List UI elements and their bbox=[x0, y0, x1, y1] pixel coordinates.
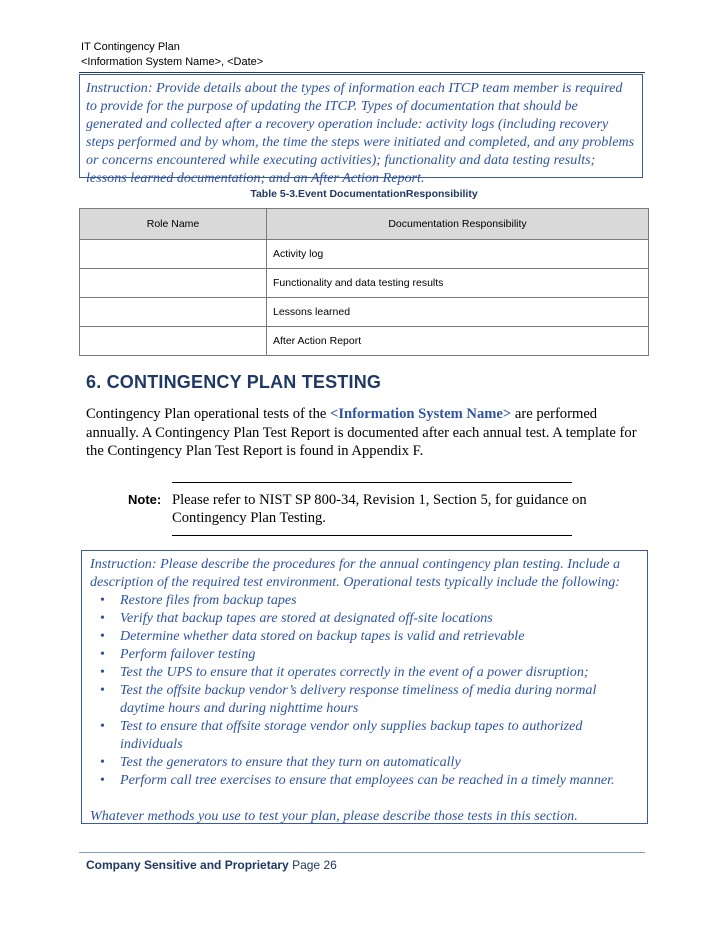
test-bullet-list bbox=[90, 591, 639, 789]
document-title: IT Contingency Plan bbox=[81, 41, 180, 53]
note-label: Note: bbox=[128, 492, 162, 507]
table-row bbox=[80, 269, 649, 298]
role-cell[interactable] bbox=[80, 269, 267, 298]
list-item: • Perform failover testing bbox=[120, 645, 639, 663]
paragraph-text-end: are performed annually. A Contingency Plan Test Report is documented after each annual test. A template for the Contingency Plan Test Report is found in Appendix F. bbox=[86, 406, 637, 459]
instruction-text: Instruction: Provide details about the types of information each ITCP team member is required to provide for the purpose of updating the ITCP. Types of documentation that should be generated and collected after a recovery operation include: activity logs (including recovery steps performed and by whom, the time the steps were initiated and completed, and any problems or concerns encountered while executing activities); functionality and data testing results; lessons learned documentation; and an After Action Report. bbox=[86, 80, 635, 186]
list-item: • Verify that backup tapes are stored at designated off-site locations bbox=[120, 609, 639, 627]
list-item: • Restore files from backup tapes bbox=[120, 591, 639, 609]
table-header-row bbox=[80, 209, 649, 240]
instruction-box-documentation bbox=[79, 74, 643, 186]
table-row bbox=[80, 327, 649, 356]
instruction-intro: Instruction: Please describe the procedures for the annual contingency plan testing. Include a description of the required test environment. Operational tests typically include the following: bbox=[90, 556, 621, 590]
page-header bbox=[81, 40, 263, 70]
documentation-responsibility-table bbox=[79, 208, 649, 356]
footer-divider bbox=[79, 852, 645, 853]
header-role-name: Role Name bbox=[80, 209, 267, 240]
page-footer bbox=[86, 858, 337, 872]
role-cell[interactable] bbox=[80, 240, 267, 269]
list-item: • Test the UPS to ensure that it operates correctly in the event of a power disruption; bbox=[120, 663, 639, 681]
system-name-date: <Information System Name>, <Date> bbox=[81, 56, 264, 68]
responsibility-cell: Lessons learned bbox=[267, 298, 649, 327]
table-caption: Table 5-3.Event DocumentationResponsibility bbox=[250, 188, 478, 200]
list-item: • Test the generators to ensure that they turn on automatically bbox=[120, 753, 639, 771]
list-item: • Determine whether data stored on backup tapes is valid and retrievable bbox=[120, 627, 639, 645]
note-text: Please refer to NIST SP 800-34, Revision 1, Section 5, for guidance on Contingency Plan Testing. bbox=[172, 492, 587, 526]
role-cell[interactable] bbox=[80, 327, 267, 356]
note-bottom-rule bbox=[172, 535, 572, 536]
paragraph-text-start: Contingency Plan operational tests of the bbox=[86, 406, 330, 422]
responsibility-cell: Activity log bbox=[267, 240, 649, 269]
table-row bbox=[80, 298, 649, 327]
note-top-rule bbox=[172, 482, 572, 483]
list-item: • Test to ensure that offsite storage vendor only supplies backup tapes to authorized individuals bbox=[120, 717, 639, 753]
section-heading: 6. CONTINGENCY PLAN TESTING bbox=[86, 372, 382, 392]
header-divider bbox=[79, 72, 645, 73]
header-documentation-responsibility: Documentation Responsibility bbox=[267, 209, 649, 240]
responsibility-cell: After Action Report bbox=[267, 327, 649, 356]
system-name-placeholder: <Information System Name> bbox=[330, 406, 512, 422]
instruction-closing: Whatever methods you use to test your plan, please describe those tests in this section. bbox=[90, 808, 578, 824]
instruction-box-testing bbox=[81, 550, 648, 824]
list-item: • Perform call tree exercises to ensure that employees can be reached in a timely manner. bbox=[120, 771, 639, 789]
role-cell[interactable] bbox=[80, 298, 267, 327]
list-item: • Test the offsite backup vendor’s delivery response timeliness of media during normal daytime hours and during nighttime hours bbox=[120, 681, 639, 717]
section-paragraph bbox=[86, 405, 652, 461]
footer-company: Company Sensitive and Proprietary bbox=[86, 858, 289, 872]
table-row bbox=[80, 240, 649, 269]
responsibility-cell: Functionality and data testing results bbox=[267, 269, 649, 298]
footer-page-number: Page 26 bbox=[292, 858, 337, 872]
